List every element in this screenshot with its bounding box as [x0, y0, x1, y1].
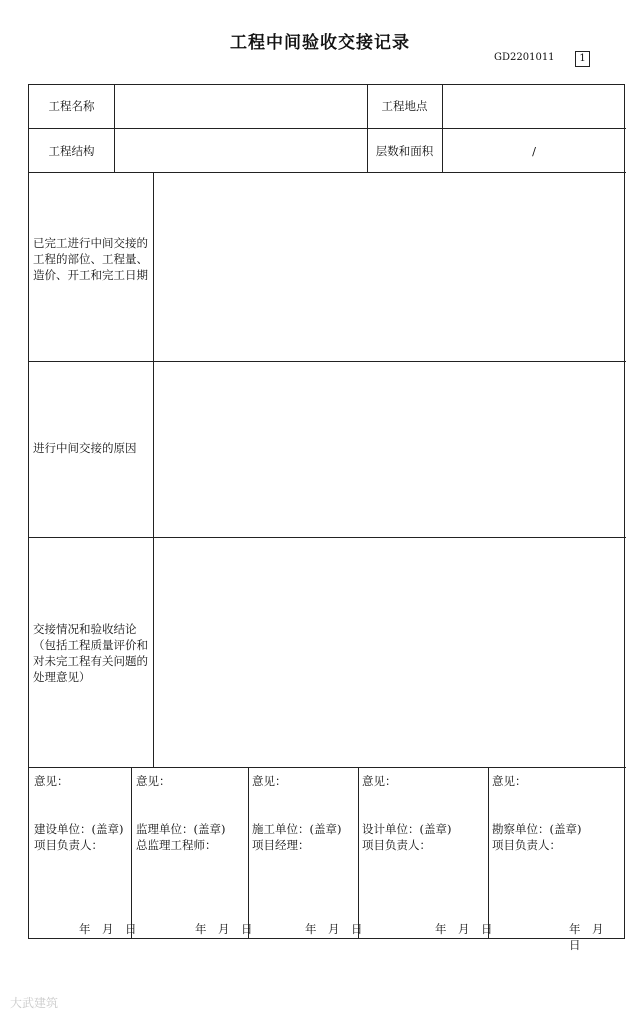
date-label: 年 月 日 — [435, 922, 493, 936]
page-number-box: 1 — [575, 51, 590, 67]
survey-unit-label: 勘察单位：(盖章) — [492, 822, 582, 836]
project-name-value[interactable] — [121, 98, 361, 116]
form-code: GD2201011 — [494, 52, 555, 63]
opinion-label: 意见： — [492, 774, 527, 788]
chief-supervisor-label: 总监理工程师： — [136, 838, 217, 852]
opinion-label: 意见： — [136, 774, 171, 788]
column-divider — [488, 767, 489, 938]
row-divider — [29, 128, 626, 129]
project-structure-label: 工程结构 — [48, 144, 95, 158]
date-label: 年 月 日 — [195, 922, 253, 936]
watermark: 大武建筑 — [10, 996, 59, 1010]
project-leader-label: 项目负责人： — [34, 838, 103, 852]
project-leader-label: 项目负责人： — [492, 838, 561, 852]
handover-reason-value[interactable] — [159, 367, 619, 532]
date-label: 年 月 日 — [305, 922, 363, 936]
row-divider — [29, 767, 626, 768]
construction-unit-label: 建设单位：(盖章) — [34, 822, 124, 836]
project-location-label: 工程地点 — [381, 99, 428, 113]
column-divider — [153, 172, 154, 767]
date-label: 年 月 日 — [569, 922, 615, 952]
handover-record-table — [28, 84, 625, 952]
opinion-label: 意见： — [252, 774, 287, 788]
row-divider — [29, 361, 626, 362]
builder-unit-label: 施工单位：(盖章) — [252, 822, 342, 836]
project-leader-label: 项目负责人： — [362, 838, 431, 852]
column-divider — [131, 767, 132, 938]
row-divider — [29, 537, 626, 538]
row-divider — [29, 172, 626, 173]
completed-parts-label: 已完工进行中间交接的工程的部位、工程量、造价、开工和完工日期 — [33, 236, 148, 282]
floors-area-label: 层数和面积 — [375, 144, 434, 158]
opinion-label: 意见： — [34, 774, 69, 788]
handover-reason-label: 进行中间交接的原因 — [33, 441, 137, 455]
column-divider — [114, 85, 115, 172]
project-manager-label: 项目经理： — [252, 838, 310, 852]
design-unit-label: 设计单位：(盖章) — [362, 822, 452, 836]
date-label: 年 月 日 — [79, 922, 137, 936]
opinion-label: 意见： — [362, 774, 397, 788]
project-structure-value[interactable] — [121, 143, 361, 161]
project-name-label: 工程名称 — [48, 99, 95, 113]
completed-parts-value[interactable] — [159, 180, 619, 355]
column-divider — [248, 767, 249, 938]
floors-area-value[interactable]: / — [532, 144, 536, 158]
column-divider — [358, 767, 359, 938]
form-title: 工程中间验收交接记录 — [230, 33, 410, 53]
handover-conclusion-label: 交接情况和验收结论（包括工程质量评价和对未完工程有关问题的处理意见） — [33, 622, 148, 684]
project-location-value[interactable] — [447, 98, 617, 116]
handover-conclusion-value[interactable] — [159, 543, 619, 763]
supervision-unit-label: 监理单位：(盖章) — [136, 822, 226, 836]
